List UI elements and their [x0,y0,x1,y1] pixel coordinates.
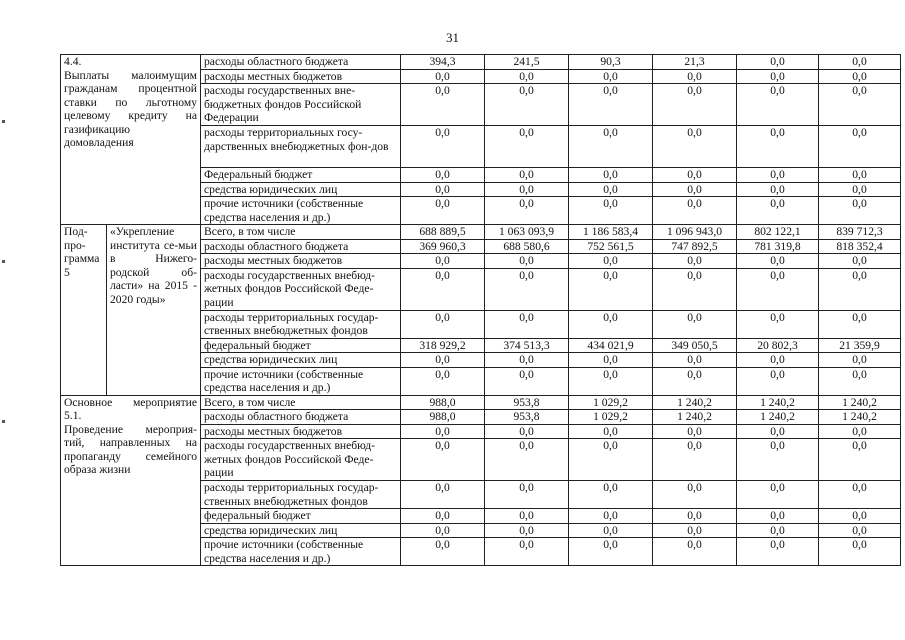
amount-cell: 0,0 [653,523,737,538]
amount-cell: 0,0 [819,84,901,126]
amount-cell: 781 319,8 [737,239,819,254]
amount-cell: 0,0 [737,268,819,310]
amount-cell: 0,0 [653,197,737,225]
amount-cell: 0,0 [653,439,737,481]
amount-cell: 0,0 [653,182,737,197]
funding-source: расходы областного бюджета [201,55,401,70]
amount-cell: 0,0 [485,509,569,524]
funding-source: прочие источники (собственные средства населения и др.) [201,197,401,225]
amount-cell: 0,0 [569,126,653,168]
amount-cell: 688 889,5 [401,225,485,240]
amount-cell: 0,0 [569,353,653,368]
funding-source: расходы государственных внебюд-жетных фондов Российской Феде-рации [201,268,401,310]
amount-cell: 988,0 [401,410,485,425]
funding-source: расходы территориальных государ-ственных внебюджетных фондов [201,481,401,509]
amount-cell: 0,0 [819,367,901,395]
amount-cell: 0,0 [653,69,737,84]
amount-cell: 0,0 [401,538,485,566]
amount-cell: 0,0 [737,197,819,225]
amount-cell: 0,0 [819,424,901,439]
amount-cell: 1 096 943,0 [653,225,737,240]
amount-cell: 0,0 [737,367,819,395]
amount-cell: 0,0 [569,509,653,524]
funding-source: Всего, в том числе [201,395,401,410]
amount-cell: 0,0 [819,353,901,368]
amount-cell: 0,0 [569,523,653,538]
amount-cell: 0,0 [569,481,653,509]
amount-cell: 1 240,2 [737,395,819,410]
amount-cell: 0,0 [653,168,737,183]
amount-cell: 0,0 [485,69,569,84]
amount-cell: 0,0 [819,168,901,183]
amount-cell: 0,0 [737,254,819,269]
amount-cell: 0,0 [485,481,569,509]
amount-cell: 0,0 [819,538,901,566]
amount-cell: 752 561,5 [569,239,653,254]
amount-cell: 0,0 [819,126,901,168]
amount-cell: 0,0 [569,538,653,566]
amount-cell: 0,0 [819,197,901,225]
amount-cell: 0,0 [653,254,737,269]
funding-source: расходы местных бюджетов [201,69,401,84]
amount-cell: 0,0 [485,424,569,439]
amount-cell: 394,3 [401,55,485,70]
amount-cell: 20 802,3 [737,338,819,353]
funding-source: Всего, в том числе [201,225,401,240]
amount-cell: 0,0 [569,367,653,395]
amount-cell: 0,0 [485,84,569,126]
table-row [61,395,901,410]
section-label: «Укрепление института се-мьи в Нижего-родской об-ласти» на 2015 - 2020 годы» [107,225,201,396]
amount-cell: 0,0 [653,509,737,524]
amount-cell: 0,0 [485,268,569,310]
amount-cell: 0,0 [401,523,485,538]
amount-cell: 953,8 [485,410,569,425]
section-label: Под-про-грамма 5 [61,225,107,396]
amount-cell: 0,0 [737,509,819,524]
funding-source: средства юридических лиц [201,353,401,368]
amount-cell: 0,0 [819,509,901,524]
amount-cell: 0,0 [401,168,485,183]
funding-source: расходы областного бюджета [201,239,401,254]
amount-cell: 0,0 [653,481,737,509]
funding-source: федеральный бюджет [201,509,401,524]
amount-cell: 0,0 [819,481,901,509]
amount-cell: 0,0 [569,168,653,183]
funding-source: прочие источники (собственные средства населения и др.) [201,367,401,395]
funding-source: расходы государственных вне-бюджетных фондов Российской Федерации [201,84,401,126]
funding-source: расходы территориальных государ-ственных внебюджетных фондов [201,310,401,338]
amount-cell: 0,0 [569,197,653,225]
amount-cell: 818 352,4 [819,239,901,254]
amount-cell: 0,0 [819,268,901,310]
amount-cell: 839 712,3 [819,225,901,240]
amount-cell: 0,0 [653,84,737,126]
table-row [61,55,901,70]
amount-cell: 0,0 [401,126,485,168]
amount-cell: 434 021,9 [569,338,653,353]
amount-cell: 90,3 [569,55,653,70]
amount-cell: 0,0 [737,439,819,481]
amount-cell: 241,5 [485,55,569,70]
amount-cell: 0,0 [401,353,485,368]
amount-cell: 0,0 [737,538,819,566]
amount-cell: 747 892,5 [653,239,737,254]
amount-cell: 0,0 [401,439,485,481]
amount-cell: 0,0 [569,182,653,197]
amount-cell: 988,0 [401,395,485,410]
amount-cell: 688 580,6 [485,239,569,254]
amount-cell: 0,0 [737,69,819,84]
amount-cell: 0,0 [819,439,901,481]
amount-cell: 21,3 [653,55,737,70]
amount-cell: 0,0 [485,353,569,368]
amount-cell: 0,0 [485,254,569,269]
page-number: 31 [446,30,459,45]
amount-cell: 0,0 [569,69,653,84]
amount-cell: 0,0 [819,182,901,197]
amount-cell: 0,0 [737,481,819,509]
amount-cell: 1 029,2 [569,395,653,410]
amount-cell: 0,0 [485,168,569,183]
amount-cell: 0,0 [737,55,819,70]
amount-cell: 1 240,2 [653,395,737,410]
budget-table [60,54,901,566]
amount-cell: 1 240,2 [819,410,901,425]
amount-cell: 0,0 [401,69,485,84]
amount-cell: 953,8 [485,395,569,410]
amount-cell: 318 929,2 [401,338,485,353]
amount-cell: 1 240,2 [737,410,819,425]
amount-cell: 0,0 [737,168,819,183]
amount-cell: 0,0 [569,439,653,481]
amount-cell: 0,0 [401,197,485,225]
amount-cell: 0,0 [737,523,819,538]
amount-cell: 0,0 [485,367,569,395]
amount-cell: 0,0 [819,523,901,538]
amount-cell: 0,0 [819,310,901,338]
funding-source: Федеральный бюджет [201,168,401,183]
amount-cell: 1 063 093,9 [485,225,569,240]
amount-cell: 0,0 [401,182,485,197]
amount-cell: 0,0 [485,182,569,197]
amount-cell: 0,0 [653,367,737,395]
scan-mark [2,260,5,263]
amount-cell: 0,0 [569,424,653,439]
amount-cell: 0,0 [653,126,737,168]
amount-cell: 0,0 [401,367,485,395]
amount-cell: 0,0 [485,310,569,338]
amount-cell: 0,0 [485,439,569,481]
amount-cell: 0,0 [569,268,653,310]
amount-cell: 1 029,2 [569,410,653,425]
amount-cell: 0,0 [737,84,819,126]
amount-cell: 374 513,3 [485,338,569,353]
amount-cell: 0,0 [737,353,819,368]
amount-cell: 0,0 [401,509,485,524]
table-row [61,225,901,240]
funding-source: прочие источники (собственные средства населения и др.) [201,538,401,566]
amount-cell: 0,0 [401,424,485,439]
amount-cell: 0,0 [485,126,569,168]
amount-cell: 0,0 [653,424,737,439]
amount-cell: 0,0 [653,353,737,368]
funding-source: средства юридических лиц [201,523,401,538]
amount-cell: 0,0 [737,126,819,168]
scan-mark [2,120,5,123]
amount-cell: 0,0 [485,538,569,566]
amount-cell: 21 359,9 [819,338,901,353]
amount-cell: 0,0 [401,268,485,310]
section-label: Основное мероприятие 5.1. Проведение мероприя-тий, направленных на пропаганду семейного образа жизни [61,395,201,566]
amount-cell: 0,0 [401,481,485,509]
amount-cell: 0,0 [819,55,901,70]
amount-cell: 0,0 [401,310,485,338]
amount-cell: 0,0 [737,310,819,338]
amount-cell: 0,0 [485,523,569,538]
amount-cell: 0,0 [653,268,737,310]
amount-cell: 0,0 [653,310,737,338]
amount-cell: 0,0 [819,254,901,269]
amount-cell: 0,0 [653,538,737,566]
amount-cell: 0,0 [569,310,653,338]
amount-cell: 1 240,2 [653,410,737,425]
amount-cell: 0,0 [485,197,569,225]
funding-source: расходы государственных внебюд-жетных фондов Российской Феде-рации [201,439,401,481]
funding-source: расходы местных бюджетов [201,424,401,439]
amount-cell: 349 050,5 [653,338,737,353]
amount-cell: 1 240,2 [819,395,901,410]
amount-cell: 0,0 [737,424,819,439]
section-label: 4.4. Выплаты малоимущим гражданам процентной ставки по льготному целевому кредиту на газификацию домовладения [61,55,201,225]
funding-source: средства юридических лиц [201,182,401,197]
funding-source: расходы территориальных госу-дарственных внебюджетных фон-дов [201,126,401,168]
amount-cell: 0,0 [819,69,901,84]
amount-cell: 0,0 [401,254,485,269]
amount-cell: 0,0 [737,182,819,197]
amount-cell: 802 122,1 [737,225,819,240]
amount-cell: 1 186 583,4 [569,225,653,240]
funding-source: расходы местных бюджетов [201,254,401,269]
amount-cell: 369 960,3 [401,239,485,254]
scan-mark [2,420,5,423]
amount-cell: 0,0 [569,84,653,126]
amount-cell: 0,0 [401,84,485,126]
funding-source: федеральный бюджет [201,338,401,353]
amount-cell: 0,0 [569,254,653,269]
funding-source: расходы областного бюджета [201,410,401,425]
